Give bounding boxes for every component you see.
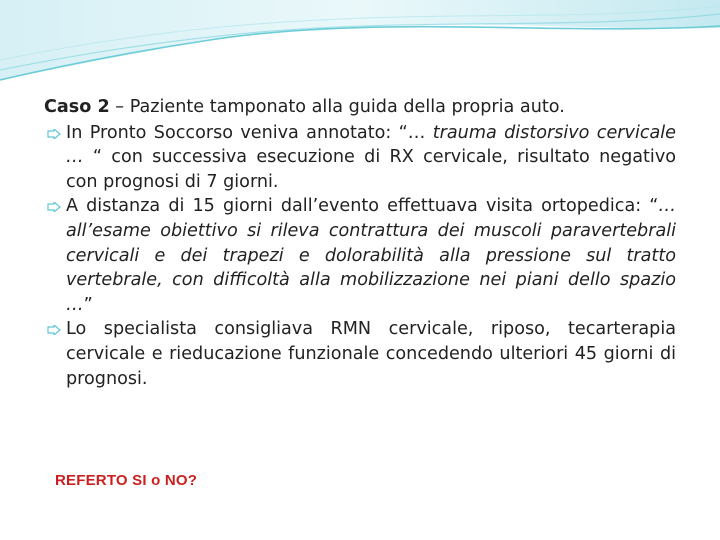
bullet-item-visita-ortopedica xyxy=(44,194,676,317)
case-title xyxy=(44,95,676,120)
bullet-item-specialista xyxy=(44,317,676,391)
header-wave-decoration xyxy=(0,0,720,90)
arrow-bullet-icon xyxy=(47,325,61,335)
bullet-item-pronto-soccorso xyxy=(44,121,676,195)
arrow-bullet-icon xyxy=(47,202,61,212)
bullet-text: In Pronto Soccorso veniva annotato: “… xyxy=(66,122,433,143)
bullet-text-italic: … all’esame obiettivo si rileva contrattura dei muscoli paravertebrali cervicali e dei trapezi e dolorabilità alla pressione sul tratto vertebrale, con difficoltà alla mobilizzazione nei piani dello spazio … xyxy=(66,196,676,315)
bullet-text: Lo specialista consigliava RMN cervicale, riposo, tecarterapia cervicale e rieducazione funzionale concedendo ulteriori 45 giorni di prognosi. xyxy=(66,319,676,389)
bullet-text: A distanza di 15 giorni dall’evento effettuava visita ortopedica: “ xyxy=(66,196,659,217)
referto-question: REFERTO SI o NO? xyxy=(55,472,198,489)
bullet-text-italic: trauma distorsivo cervicale … xyxy=(66,122,677,168)
arrow-bullet-icon xyxy=(47,129,61,139)
case-description: – Paziente tamponato alla guida della propria auto. xyxy=(109,97,565,117)
bullet-text: ” xyxy=(83,294,93,315)
bullet-text: “ con successiva esecuzione di RX cervicale, risultato negativo con prognosi di 7 giorni. xyxy=(66,147,676,192)
slide-content xyxy=(44,95,676,391)
case-label: Caso 2 xyxy=(44,97,110,117)
